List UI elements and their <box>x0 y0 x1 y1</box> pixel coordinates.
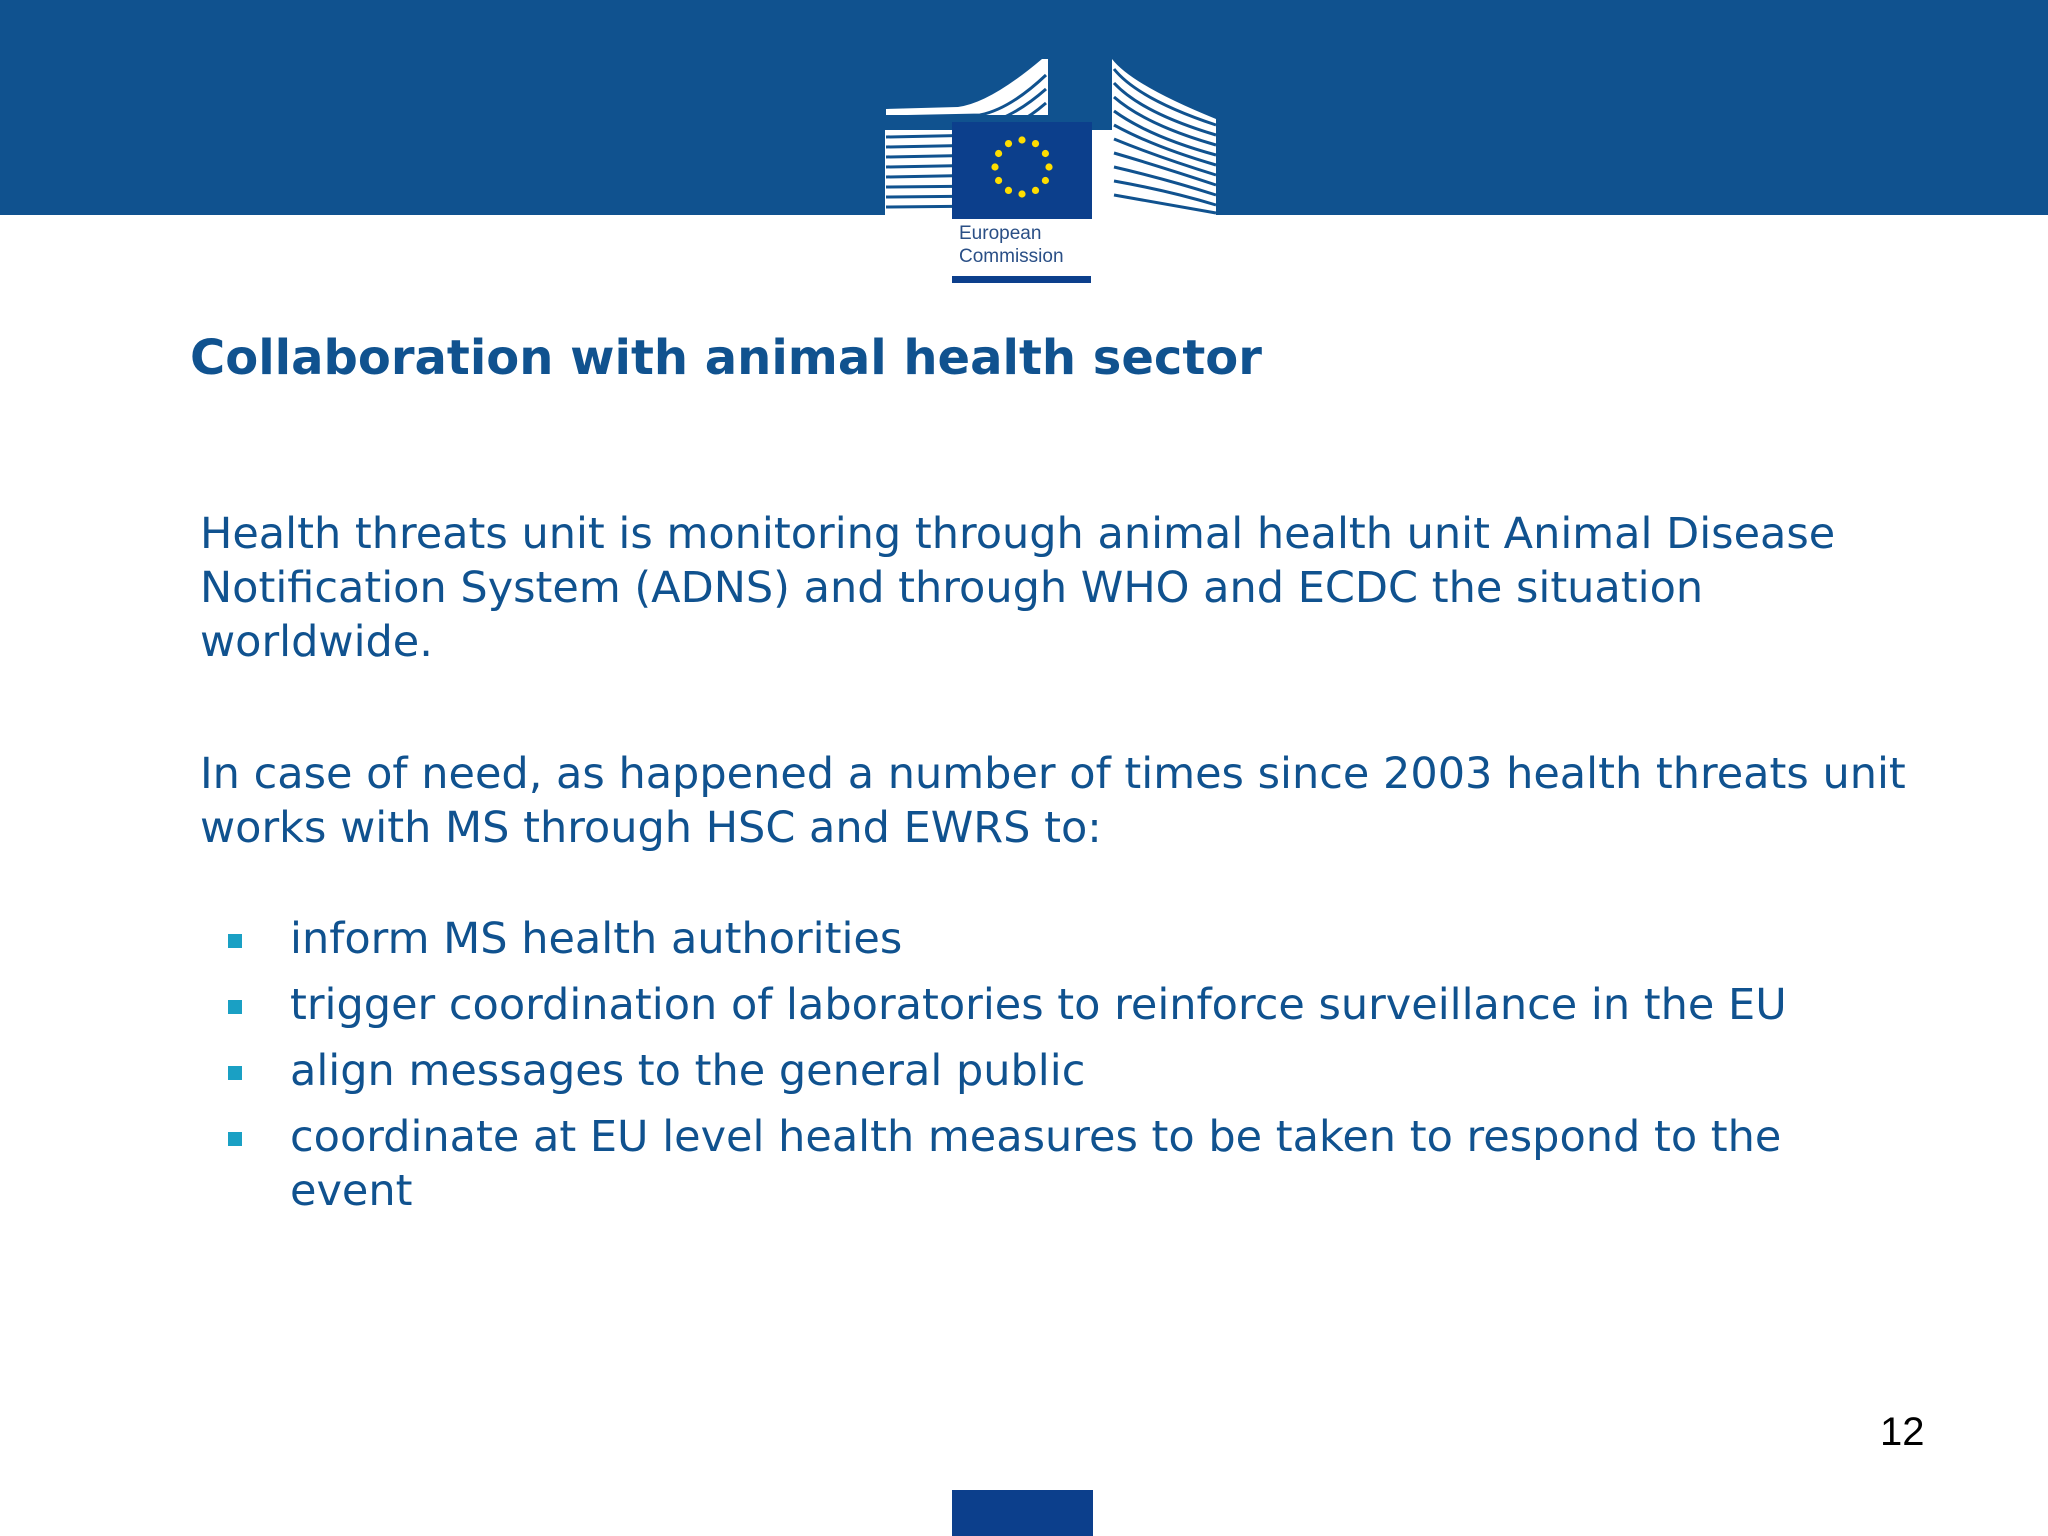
square-bullet-icon <box>228 1132 242 1146</box>
logo-wordmark <box>959 222 1064 268</box>
bullet-text: coordinate at EU level health measures to be taken to respond to the event <box>290 1112 1782 1216</box>
logo-underline <box>952 276 1091 283</box>
footer-flag-tab <box>952 1490 1093 1536</box>
square-bullet-icon <box>228 1000 242 1014</box>
paragraph-in-case-of-need: In case of need, as happened a number of times since 2003 health threats unit works with MS through HSC and EWRS to: <box>200 749 1906 853</box>
bullet-text: inform MS health authorities <box>290 914 903 964</box>
bullet-text: trigger coordination of laboratories to reinforce surveillance in the EU <box>290 980 1787 1030</box>
slide-title: Collaboration with animal health sector <box>190 330 1262 386</box>
bullet-item <box>0 912 1910 966</box>
square-bullet-icon <box>228 934 242 948</box>
paragraph-monitoring: Health threats unit is monitoring through animal health unit Animal Disease Notification System (ADNS) and through WHO and ECDC the situation worldwide. <box>200 509 1836 667</box>
bullet-item <box>0 1110 1910 1218</box>
bullet-item <box>0 1044 1910 1098</box>
bullet-text: align messages to the general public <box>290 1046 1086 1096</box>
page-number: 12 <box>1880 1410 1925 1454</box>
square-bullet-icon <box>228 1066 242 1080</box>
logo-line-1: European <box>959 223 1042 244</box>
logo-line-2: Commission <box>959 246 1064 267</box>
bullet-list <box>0 912 2048 1230</box>
bullet-item <box>0 978 1910 1032</box>
